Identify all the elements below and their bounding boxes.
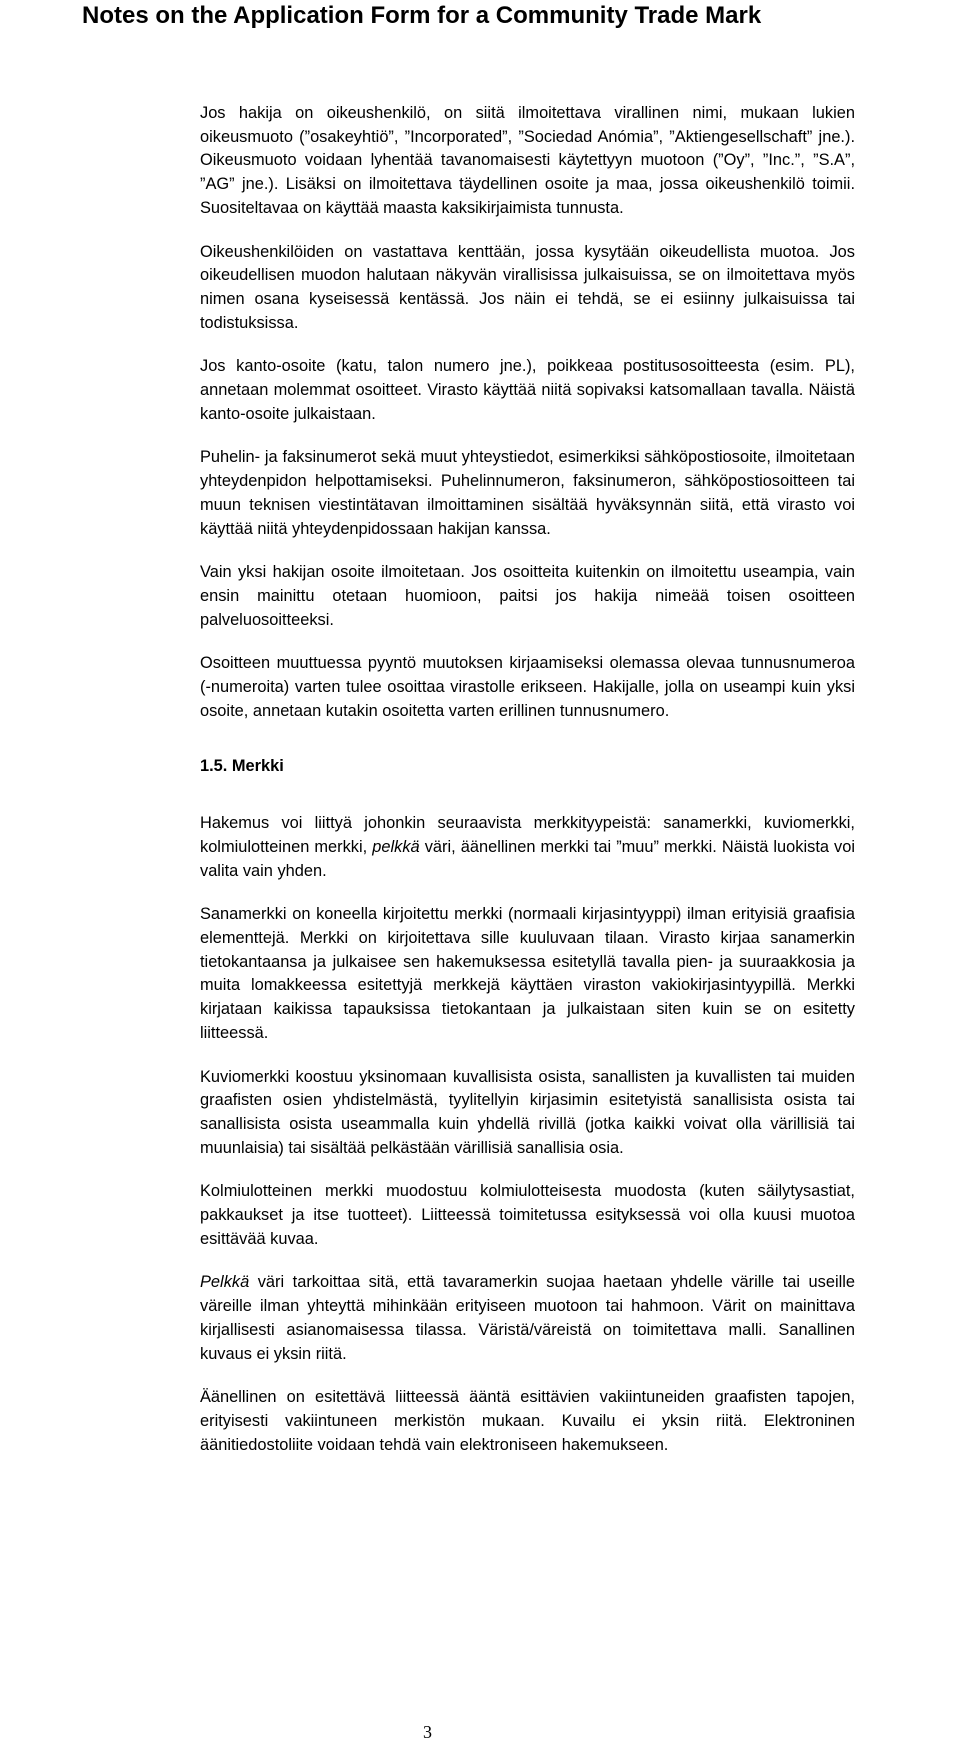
paragraph-address-change: Osoitteen muuttuessa pyyntö muutoksen kirjaamiseksi olemassa olevaa tunnusnumeroa (-numeroita) varten tulee osoittaa virastolle erikseen. Hakijalle, jolla on useampi kuin yksi osoite, annetaan kutakin osoitetta varten erillinen tunnusnumero. — [200, 654, 855, 720]
paragraph-sound-mark: Äänellinen on esitettävä liitteessä ääntä esittävien vakiintuneiden graafisten tapojen, erityisesti vakiintuneen merkistön mukaan. Kuvailu ei yksin riitä. Elektroninen äänitiedostoliite voidaan tehdä vain elektroniseen hakemukseen. — [200, 1388, 855, 1454]
section-heading: 1.5. Merkki — [200, 757, 284, 776]
paragraph-word-mark: Sanamerkki on koneella kirjoitettu merkki (normaali kirjasintyyppi) ilman erityisiä graafisia elementtejä. Merkki on kirjoitettava sille kuuluvaan tilaan. Virasto kirjaa sanamerkin tietokantaansa ja julkaisee sen hakemuksessa esitetyllä tavalla pien- ja suuraakkosia ja muita lomakkeessa esitettyjä merkkejä käyttäen viraston vakiokirjasintyypillä. Merkki kirjataan kaikissa tapauksissa tietokantaan ja julkaistaan siten kuin se on esitetty liitteessä. — [200, 905, 855, 1042]
page-number: 3 — [423, 1722, 432, 1742]
paragraph-contact-details: Puhelin- ja faksinumerot sekä muut yhteystiedot, esimerkiksi sähköpostiosoite, ilmoitetaan yhteydenpidon helpottamiseksi. Puhelinnumeron, faksinumeron, sähköpostiosoitteen tai muun teknisen viestintätavan ilmoittaminen sisältää hyväksynnän siitä, että virasto voi käyttää niitä yhteydenpidossaan hakijan kanssa. — [200, 448, 855, 538]
text-segment: väri tarkoittaa sitä, että tavaramerkin suojaa haetaan yhdelle värille tai useille väreille ilman yhteyttä mihinkään erityiseen muotoon tai hahmoon. Värit on mainittava kirjallisesti asianomaisessa tilassa. Väristä/väreistä on toimitettava malli. Sanallinen kuvaus ei yksin riitä. — [200, 1273, 855, 1363]
text-segment: Hakemus voi liittyä johonkin seuraavista merkkityypeistä: sanamerkki, kuviomerkki, kolmiulotteinen merkki, — [200, 814, 855, 856]
italic-term: Pelkkä — [200, 1273, 250, 1292]
paragraph-legal-entity-name: Jos hakija on oikeushenkilö, on siitä ilmoitettava virallinen nimi, mukaan lukien oikeusmuoto (”osakeyhtiö”, ”Incorporated”, ”Sociedad Anómia”, ”Aktiengesellschaft” jne.). Oikeusmuoto voidaan lyhentää tavanomaisesti käytettyyn muotoon (”Oy”, ”Inc.”, ”S.A”, ”AG” jne.). Lisäksi on ilmoitettava täydellinen osoite ja maa, jossa oikeushenkilö toimii. Suositeltavaa on käyttää maasta kaksikirjaimista tunnusta. — [200, 104, 855, 217]
paragraph-figurative-mark: Kuviomerkki koostuu yksinomaan kuvallisista osista, sanallisten ja kuvallisten tai muiden graafisten osien yhdistelmästä, tyylitellyin kirjasimin esitetyistä sanallisista osista tai sanallisista osista useammalla kuin yhdellä rivillä (jotka kaikki voivat olla värillisiä tai muunlaisia) tai sisältää pelkästään värillisiä sanallisia osia. — [200, 1067, 855, 1157]
paragraph-3d-mark: Kolmiulotteinen merkki muodostuu kolmiulotteisesta muodosta (kuten säilytysastiat, pakkaukset ja itse tuotteet). Liitteessä toimitetussa esityksessä voi olla kuusi muotoa esittävää kuvaa. — [200, 1182, 855, 1248]
document-body — [200, 102, 855, 1477]
page-title: Notes on the Application Form for a Community Trade Mark — [82, 2, 762, 29]
paragraph-street-address: Jos kanto-osoite (katu, talon numero jne.), poikkeaa postitusosoitteesta (esim. PL), annetaan molemmat osoitteet. Virasto käyttää niitä sopivaksi katsomallaan tavalla. Näistä kanto-osoite julkaistaan. — [200, 357, 855, 423]
text-segment: väri, äänellinen merkki tai ”muu” merkki. Näistä luokista voi valita vain yhden. — [200, 837, 855, 880]
paragraph-single-address: Vain yksi hakijan osoite ilmoitetaan. Jos osoitteita kuitenkin on ilmoitettu useampia, vain ensin mainittu otetaan huomioon, paitsi jos hakija nimeää toisen osoitteen palveluosoitteeksi. — [200, 563, 855, 629]
paragraph-colour-mark — [200, 1271, 855, 1366]
paragraph-mark-types — [200, 812, 855, 883]
italic-term: pelkkä — [372, 837, 420, 856]
paragraph-legal-form: Oikeushenkilöiden on vastattava kenttään, jossa kysytään oikeudellista muotoa. Jos oikeudellisen muodon halutaan näkyvän virallisissa julkaisuissa, se on ilmoitettava myös nimen osana kyseisessä kentässä. Jos näin ei tehdä, se ei esiinny julkaisuissa tai todistuksissa. — [200, 242, 855, 332]
